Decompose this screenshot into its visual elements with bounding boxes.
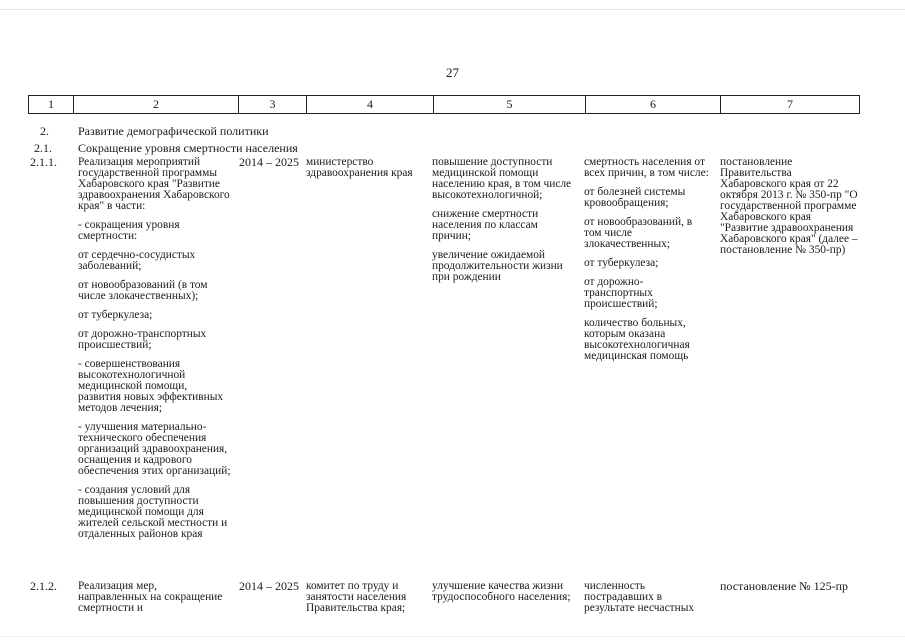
indicators-cell (584, 157, 712, 362)
column-number-6: 6 (586, 96, 721, 114)
measure-text: - совершенствования высокотехнологичной медицинской помощи, развития новых эффективных методов лечения; (78, 358, 224, 414)
column-number-3: 3 (239, 96, 307, 114)
measure-text: - создания условий для повышения доступности медицинской помощи для жителей сельской местности и отдаленных районов края (78, 484, 228, 540)
indicator-text: от дорожно-транспортных происшествий; (584, 276, 658, 310)
subsection-number: 2.1. (34, 141, 52, 155)
document-cell: постановление № 125-пр (720, 579, 849, 593)
row-number: 2.1.1. (30, 155, 57, 169)
results-cell (432, 157, 577, 283)
measure-text: от новообразований (в том числе злокачественных); (78, 279, 208, 302)
row-number: 2.1.2. (30, 579, 57, 593)
result-text: повышение доступности медицинской помощи населению края, в том числе высокотехнологичной; (432, 156, 572, 201)
indicator-text: количество больных, которым оказана высокотехнологичная медицинская помощь (584, 317, 690, 362)
section-title: Развитие демографической политики (78, 124, 269, 138)
document-cell: постановление Правительства Хабаровского края от 22 октября 2013 г. № 350-пр "О государственной программе Хабаровского края "Развитие здравоохранения Хабаровского края" (далее – постановление № 350-пр) (720, 156, 858, 256)
measure-text: - сокращения уровня смертности: (78, 219, 180, 242)
measure-text: от сердечно-сосудистых заболеваний; (78, 249, 196, 272)
indicator-cell: численность пострадавших в результате несчастных (584, 580, 695, 614)
period-cell: 2014 – 2025 (239, 155, 299, 169)
section-number: 2. (40, 124, 49, 138)
column-number-header (28, 95, 860, 114)
column-number-1: 1 (29, 96, 74, 114)
subsection-title: Сокращение уровня смертности населения (78, 141, 298, 155)
indicator-text: от новообразований, в том числе злокачественных; (584, 216, 693, 250)
indicator-text: от болезней системы кровообращения; (584, 186, 686, 209)
column-number-4: 4 (307, 96, 434, 114)
indicator-text: смертность населения от всех причин, в том числе: (584, 156, 709, 179)
executor-cell: министерство здравоохранения края (306, 156, 413, 179)
result-cell: улучшение качества жизни трудоспособного населения; (432, 580, 571, 603)
measure-text: - улучшения материально-технического обеспечения организаций здравоохранения, оснащения и кадрового обеспечения этих организаций; (78, 421, 231, 477)
page-number: 27 (446, 65, 459, 80)
executor-cell: комитет по труду и занятости населения Правительства края; (306, 580, 407, 614)
measure-text: от дорожно-транспортных происшествий; (78, 328, 207, 351)
column-number-2: 2 (74, 96, 239, 114)
measure-cell: Реализация мер, направленных на сокращение смертности и (78, 580, 223, 614)
column-number-7: 7 (721, 96, 860, 114)
measure-cell (78, 157, 232, 540)
result-text: снижение смертности населения по классам причин; (432, 208, 539, 242)
result-text: увеличение ожидаемой продолжительности жизни при рождении (432, 249, 563, 283)
measure-text: от туберкулеза; (78, 309, 153, 321)
indicator-text: от туберкулеза; (584, 257, 659, 269)
page-bottom-edge (0, 636, 905, 637)
period-cell: 2014 – 2025 (239, 579, 299, 593)
measure-text: Реализация мероприятий государственной программы Хабаровского края "Развитие здравоохранения Хабаровского края" в части: (78, 156, 230, 212)
column-number-5: 5 (434, 96, 586, 114)
page-top-edge (0, 9, 905, 10)
